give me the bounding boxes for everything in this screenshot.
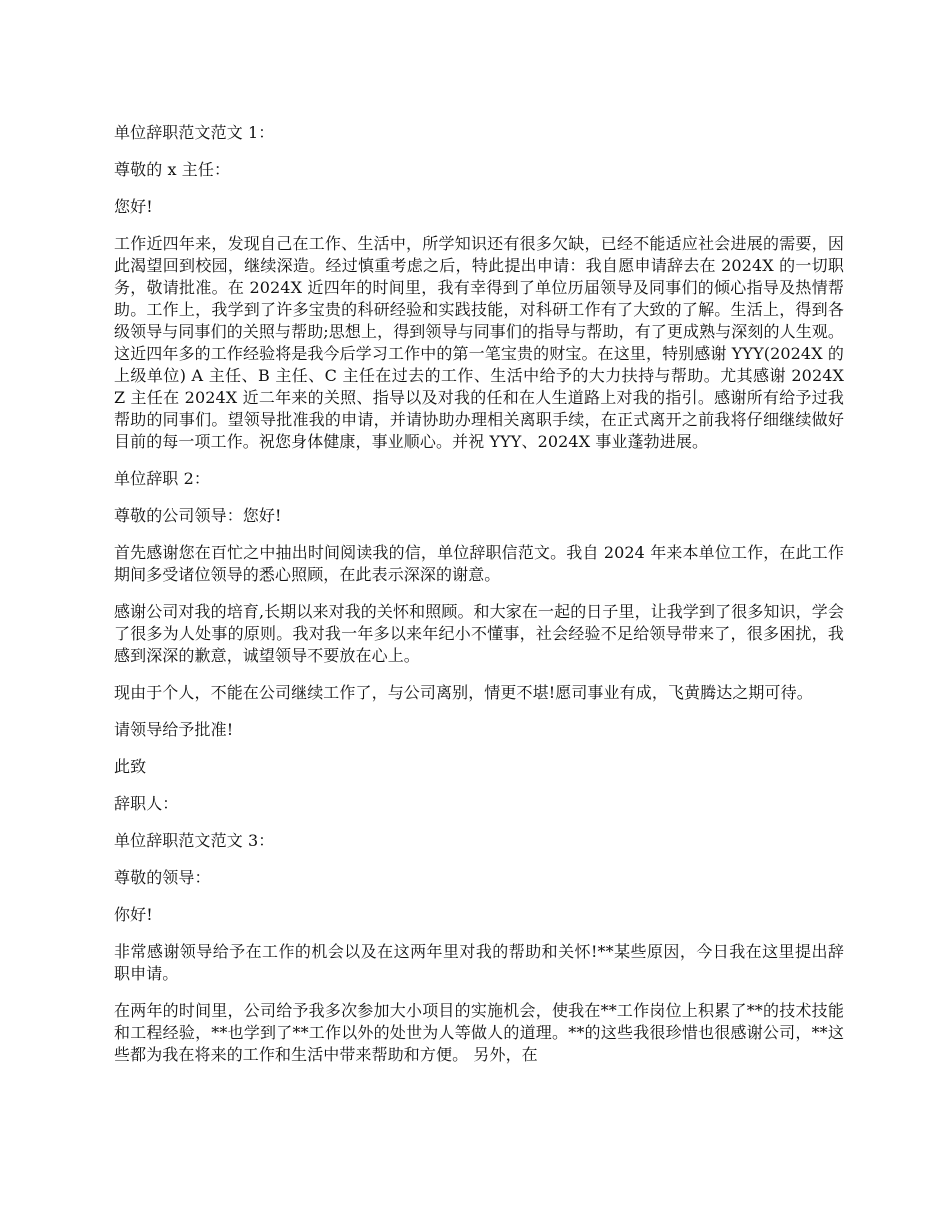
section-heading-1: 单位辞职范文范文 1：: [114, 123, 275, 142]
salutation-3: 尊敬的领导：: [114, 868, 211, 887]
body-paragraph-6: 在两年的时间里，公司给予我多次参加大小项目的实施机会，使我在**工作岗位上积累了**的技术技能和工程经验，**也学到了**工作以外的处世为人等做人的道理。**的这些我很珍惜也很感谢公司，**这些都为我在将来的工作和生活中带来帮助和方便。 另外，在: [114, 1001, 844, 1064]
body-paragraph-3: 感谢公司对我的培育,长期以来对我的关怀和照顾。和大家在一起的日子里，让我学到了很多知识，学会了很多为人处事的原则。我对我一年多以来年纪小不懂事，社会经验不足给领导带来了，很多困扰，我感到深深的歉意，诚望领导不要放在心上。: [114, 602, 844, 665]
body-paragraph-1: 工作近四年来，发现自己在工作、生活中，所学知识还有很多欠缺，已经不能适应社会进展的需要，因此渴望回到校园，继续深造。经过慎重考虑之后，特此提出申请：我自愿申请辞去在 2024X 的一切职务，敬请批准。在 2024X 近四年的时间里，我有幸得到了单位历届领导及同事们的倾心指导及热情帮助。工作上，我学到了许多宝贵的科研经验和实践技能，对科研工作有了大致的了解。生活上，得到各级领导与同事们的关照与帮助;思想上，得到领导与同事们的指导与帮助，有了更成熟与深刻的人生观。这近四年多的工作经验将是我今后学习工作中的第一笔宝贵的财宝。在这里，特别感谢 YYY(2024X 的上级单位) A 主任、B 主任、C 主任在过去的工作、生活中给予的大力扶持与帮助。尤其感谢 2024X Z 主任在 2024X 近二年来的关照、指导以及对我的任和在人生道路上对我的指引。感谢所有给予过我帮助的同事们。望领导批准我的申请，并请协助办理相关离职手续，在正式离开之前我将仔细继续做好目前的每一项工作。祝您身体健康，事业顺心。并祝 YYY、2024X 事业蓬勃进展。: [114, 234, 844, 451]
section-heading-3: 单位辞职范文范文 3：: [114, 831, 275, 850]
salutation-1: 尊敬的 x 主任：: [114, 160, 231, 179]
greeting-3: 你好!: [114, 905, 153, 924]
body-paragraph-5: 非常感谢领导给予在工作的机会以及在这两年里对我的帮助和关怀!**某些原因，今日我在这里提出辞职申请。: [114, 942, 844, 983]
section-heading-2: 单位辞职 2：: [114, 469, 210, 488]
salutation-2: 尊敬的公司领导：您好!: [114, 506, 282, 525]
body-paragraph-4: 现由于个人，不能在公司继续工作了，与公司离别，情更不堪!愿司事业有成，飞黄腾达之期可待。: [114, 683, 813, 702]
body-paragraph-2: 首先感谢您在百忙之中抽出时间阅读我的信，单位辞职信范文。我自 2024 年来本单位工作，在此工作期间多受诸位领导的悉心照顾，在此表示深深的谢意。: [114, 543, 844, 584]
closing-line: 此致: [114, 757, 147, 776]
greeting-1: 您好!: [114, 197, 153, 216]
signature-line: 辞职人：: [114, 794, 179, 813]
document-page: [114, 122, 844, 1081]
request-line: 请领导给予批准!: [114, 720, 234, 739]
